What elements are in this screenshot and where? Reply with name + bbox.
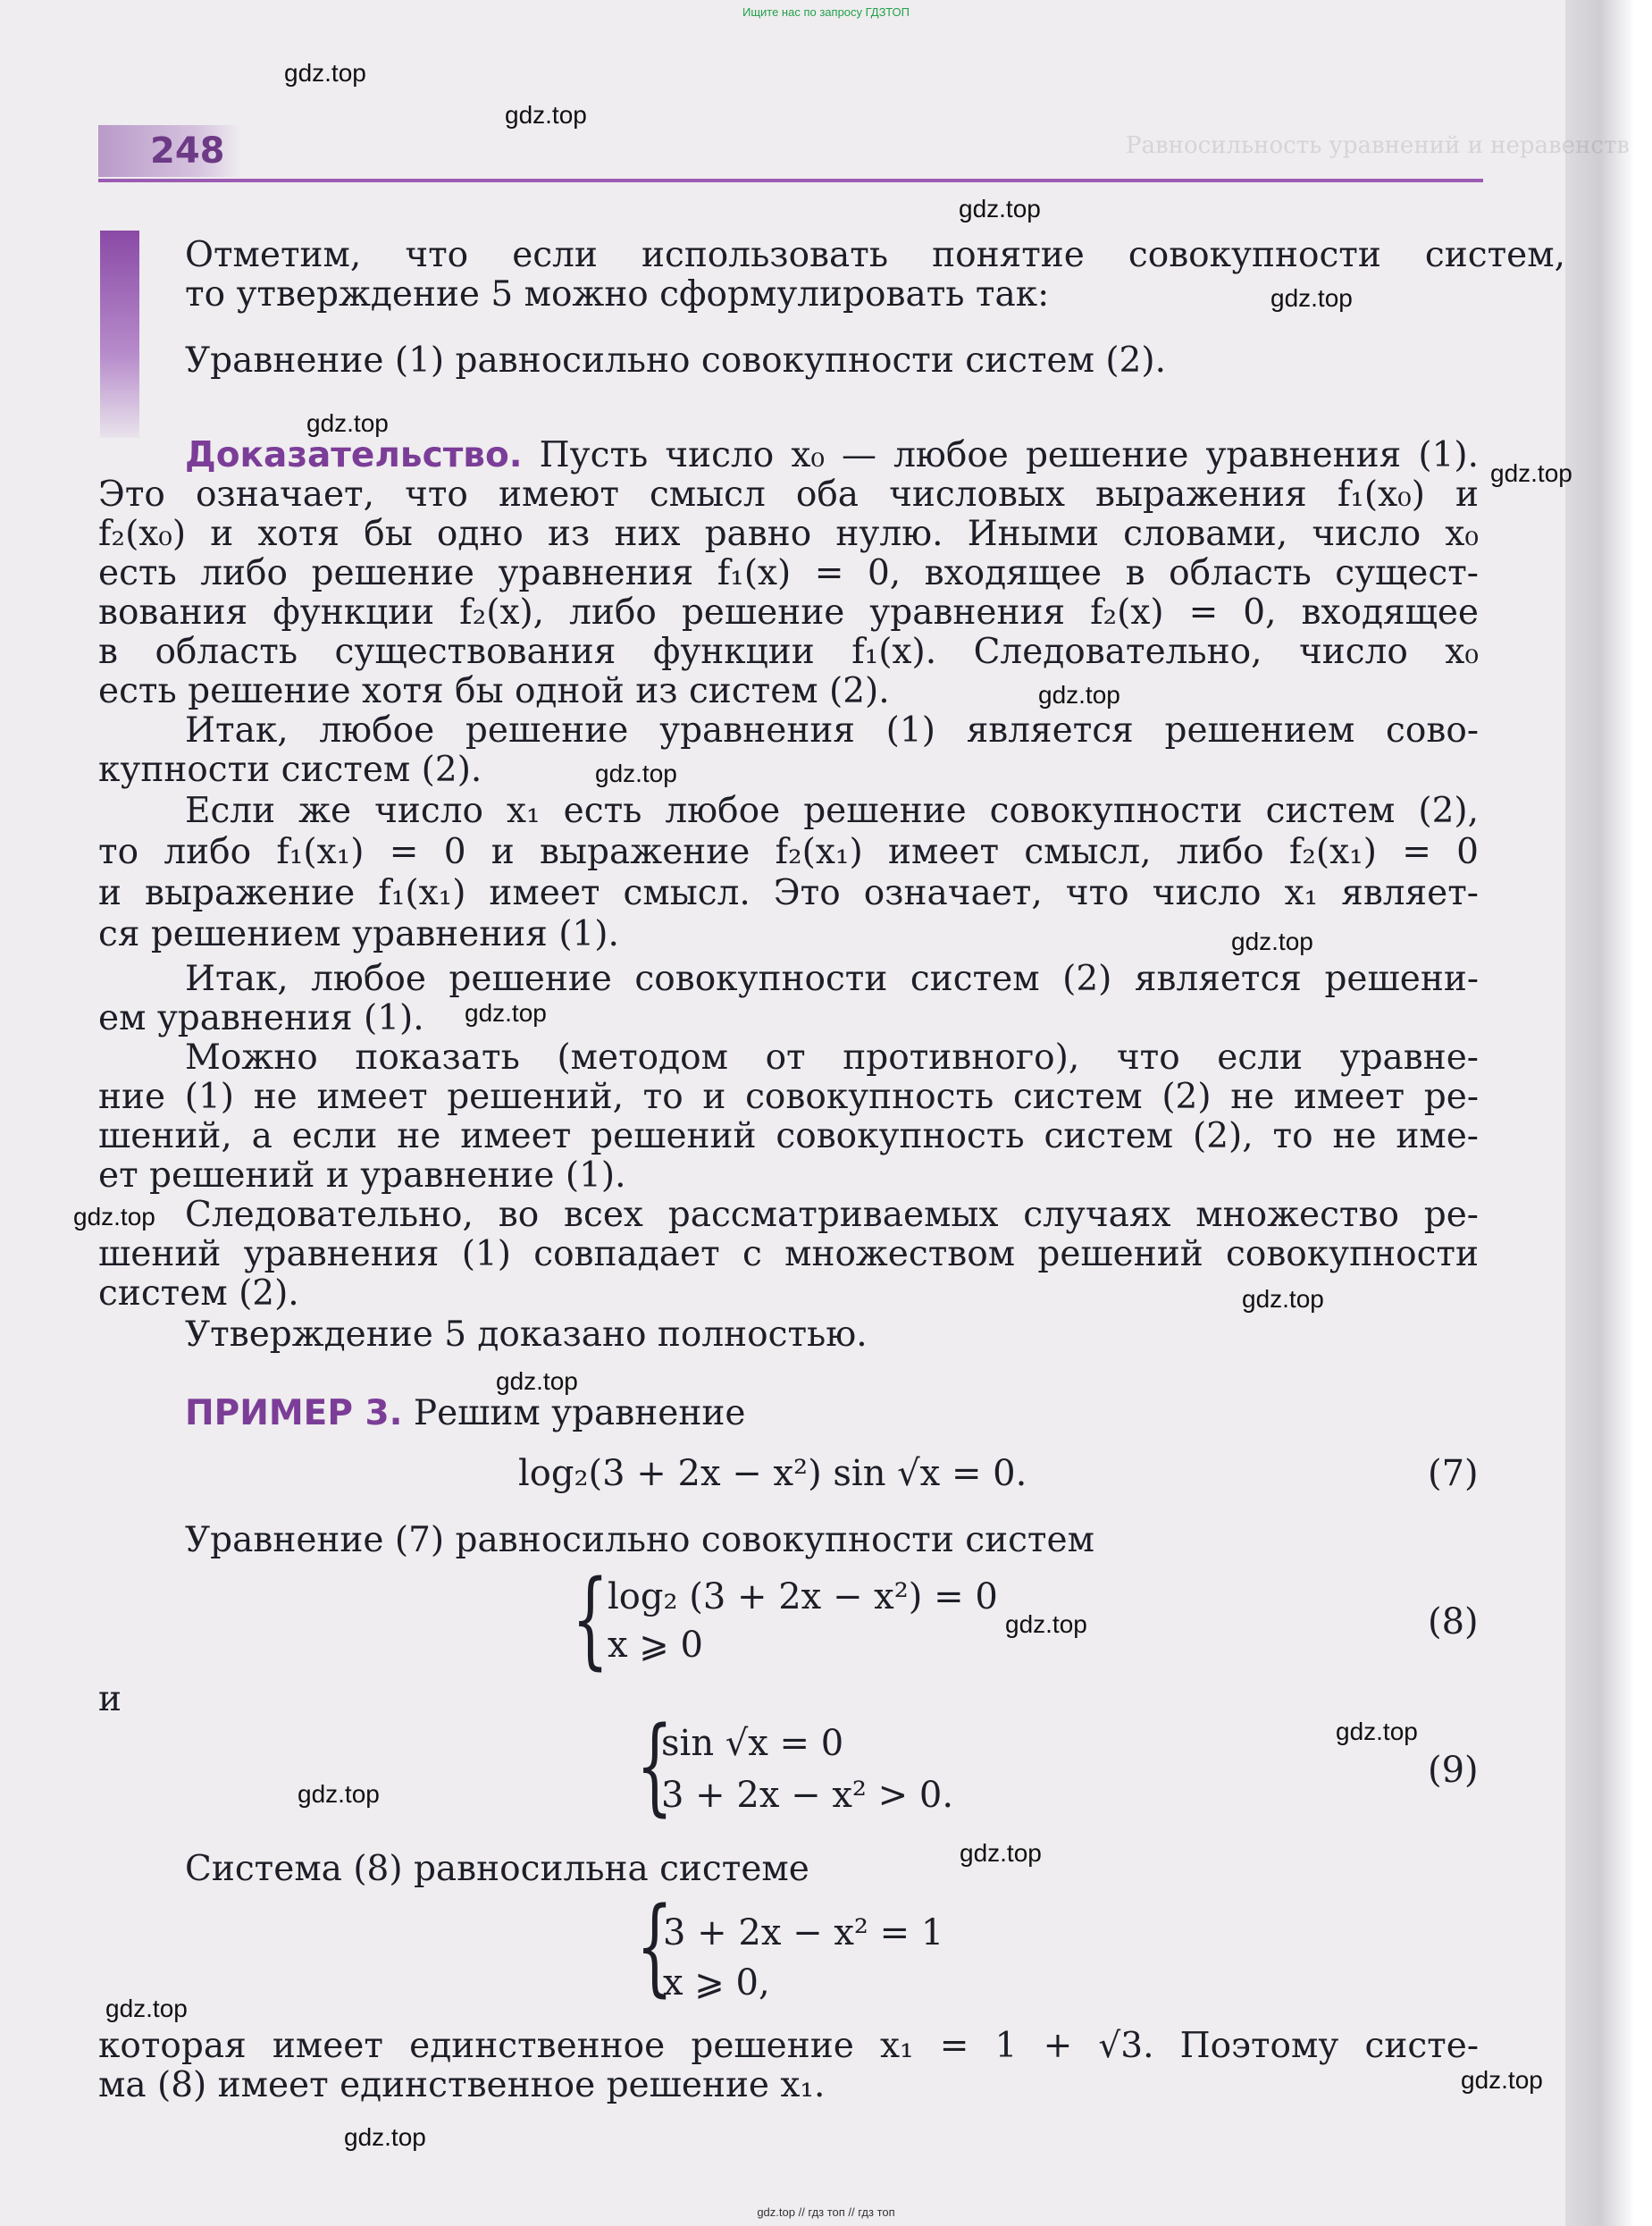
proof-line-2: f₂(x₀) и хотя бы одно из них равно нулю. Иными словами, число x₀	[98, 514, 1479, 554]
page-number: 248	[98, 125, 241, 177]
watermark: gdz.top	[73, 1203, 155, 1231]
watermark: gdz.top	[496, 1367, 578, 1395]
statement-marker-bar	[100, 231, 139, 438]
system-8-line-2: x ⩾ 0	[608, 1625, 703, 1666]
watermark: gdz.top	[1461, 2066, 1543, 2094]
equation-7-number: (7)	[1428, 1453, 1479, 1494]
watermark: gdz.top	[465, 999, 547, 1027]
book-spine-shadow	[1565, 0, 1652, 2226]
watermark: gdz.top	[1270, 284, 1353, 312]
para3-line-3: и выражение f₁(x₁) имеет смысл. Это означает, что число x₁ являет-	[98, 873, 1479, 913]
header-rule	[98, 179, 1483, 182]
proof-line-4: вования функции f₂(x), либо решение уравнения f₂(x) = 0, входящее	[98, 592, 1479, 633]
system-9-brace: {	[636, 1703, 674, 1827]
para5-line-3: шений, а если не имеет решений совокупность систем (2), то не име-	[98, 1116, 1479, 1156]
watermark: gdz.top	[959, 195, 1041, 223]
watermark: gdz.top	[960, 1839, 1042, 1867]
watermark: gdz.top	[1490, 459, 1572, 487]
top-search-note[interactable]: Ищите нас по запросу ГДЗТОП	[742, 5, 910, 19]
watermark: gdz.top	[1005, 1610, 1087, 1638]
para5-line-2: ние (1) не имеет решений, то и совокупность систем (2) не имеет ре-	[98, 1077, 1479, 1117]
system-8b-brace: {	[636, 1884, 674, 2007]
system-8-line-1: log₂ (3 + 2x − x²) = 0	[608, 1576, 998, 1617]
para3-line-4: ся решением уравнения (1).	[98, 914, 619, 954]
system-9-number: (9)	[1428, 1750, 1479, 1791]
proof-line-5: в область существования функции f₁(x). Следовательно, число x₀	[98, 632, 1479, 672]
system-9-line-2: 3 + 2x − x² > 0.	[661, 1775, 954, 1816]
equation-7: log₂(3 + 2x − x²) sin √x = 0.	[518, 1453, 1027, 1494]
para5-line-1: Можно показать (методом от противного), что если уравне-	[185, 1037, 1479, 1078]
system-8b-line-2: x ⩾ 0,	[663, 1962, 770, 2003]
para2-line-1: Итак, любое решение уравнения (1) является решением сово-	[185, 710, 1479, 751]
system-9-line-1: sin √x = 0	[661, 1723, 844, 1764]
para2-line-2: купности систем (2).	[98, 750, 482, 790]
system-8b-line-1: 3 + 2x − x² = 1	[663, 1912, 944, 1953]
para6-line-1: Следовательно, во всех рассматриваемых случаях множество ре-	[185, 1195, 1479, 1235]
watermark: gdz.top	[1231, 928, 1313, 955]
system-8-number: (8)	[1428, 1601, 1479, 1642]
final-line-1: которая имеет единственное решение x₁ = 1 + √3. Поэтому систе-	[98, 2026, 1479, 2066]
watermark: gdz.top	[505, 101, 587, 129]
watermark: gdz.top	[595, 760, 677, 787]
proof-line-1: Это означает, что имеют смысл оба числовых выражения f₁(x₀) и	[98, 475, 1479, 515]
eq7-lead-text: Уравнение (7) равносильно совокупности систем	[185, 1520, 1094, 1560]
bleed-through-header: Равносильность уравнений и неравенств	[1126, 132, 1630, 159]
watermark: gdz.top	[1038, 681, 1120, 709]
para5-line-4: ет решений и уравнение (1).	[98, 1155, 626, 1196]
watermark: gdz.top	[298, 1780, 380, 1808]
proof-line-3: есть либо решение уравнения f₁(x) = 0, входящее в область сущест-	[98, 553, 1479, 593]
para3-line-1: Если же число x₁ есть любое решение совокупности систем (2),	[185, 791, 1479, 831]
system-8-brace: {	[572, 1557, 609, 1680]
para7-text: Утверждение 5 доказано полностью.	[185, 1315, 868, 1355]
watermark: gdz.top	[284, 59, 366, 87]
para3-line-2: то либо f₁(x₁) = 0 и выражение f₂(x₁) имеет смысл, либо f₂(x₁) = 0	[98, 832, 1479, 872]
watermark: gdz.top	[1336, 1718, 1418, 1745]
watermark: gdz.top	[105, 1995, 188, 2022]
proof-first-rest: Пусть число x₀ — любое решение уравнения (1).	[522, 435, 1479, 475]
example-label: ПРИМЕР 3.	[185, 1393, 403, 1433]
intro-line-1: Отметим, что если использовать понятие совокупности систем,	[185, 235, 1565, 275]
para4-line-1: Итак, любое решение совокупности систем (2) является решени-	[185, 959, 1479, 999]
intro-line-2: то утверждение 5 можно сформулировать так:	[185, 274, 1050, 315]
statement-text: Уравнение (1) равносильно совокупности систем (2).	[185, 340, 1166, 381]
para4-line-2: ем уравнения (1).	[98, 998, 424, 1038]
watermark: gdz.top	[306, 409, 389, 437]
example-rest: Решим уравнение	[402, 1393, 746, 1433]
proof-first-line	[185, 436, 1479, 475]
para6-line-3: систем (2).	[98, 1273, 299, 1314]
watermark: gdz.top	[344, 2123, 426, 2151]
watermark: gdz.top	[1242, 1285, 1324, 1313]
example-heading	[185, 1394, 745, 1433]
bottom-site-note[interactable]: gdz.top // гдз топ // гдз топ	[757, 2205, 895, 2219]
proof-line-6: есть решение хотя бы одной из систем (2).	[98, 671, 890, 711]
system-8-lead-text: Система (8) равносильна системе	[185, 1849, 809, 1889]
para6-line-2: шений уравнения (1) совпадает с множеством решений совокупности	[98, 1234, 1479, 1274]
page-header	[98, 125, 1630, 181]
and-word: и	[98, 1679, 122, 1719]
final-line-2: ма (8) имеет единственное решение x₁.	[98, 2065, 826, 2105]
proof-label: Доказательство.	[185, 435, 523, 475]
